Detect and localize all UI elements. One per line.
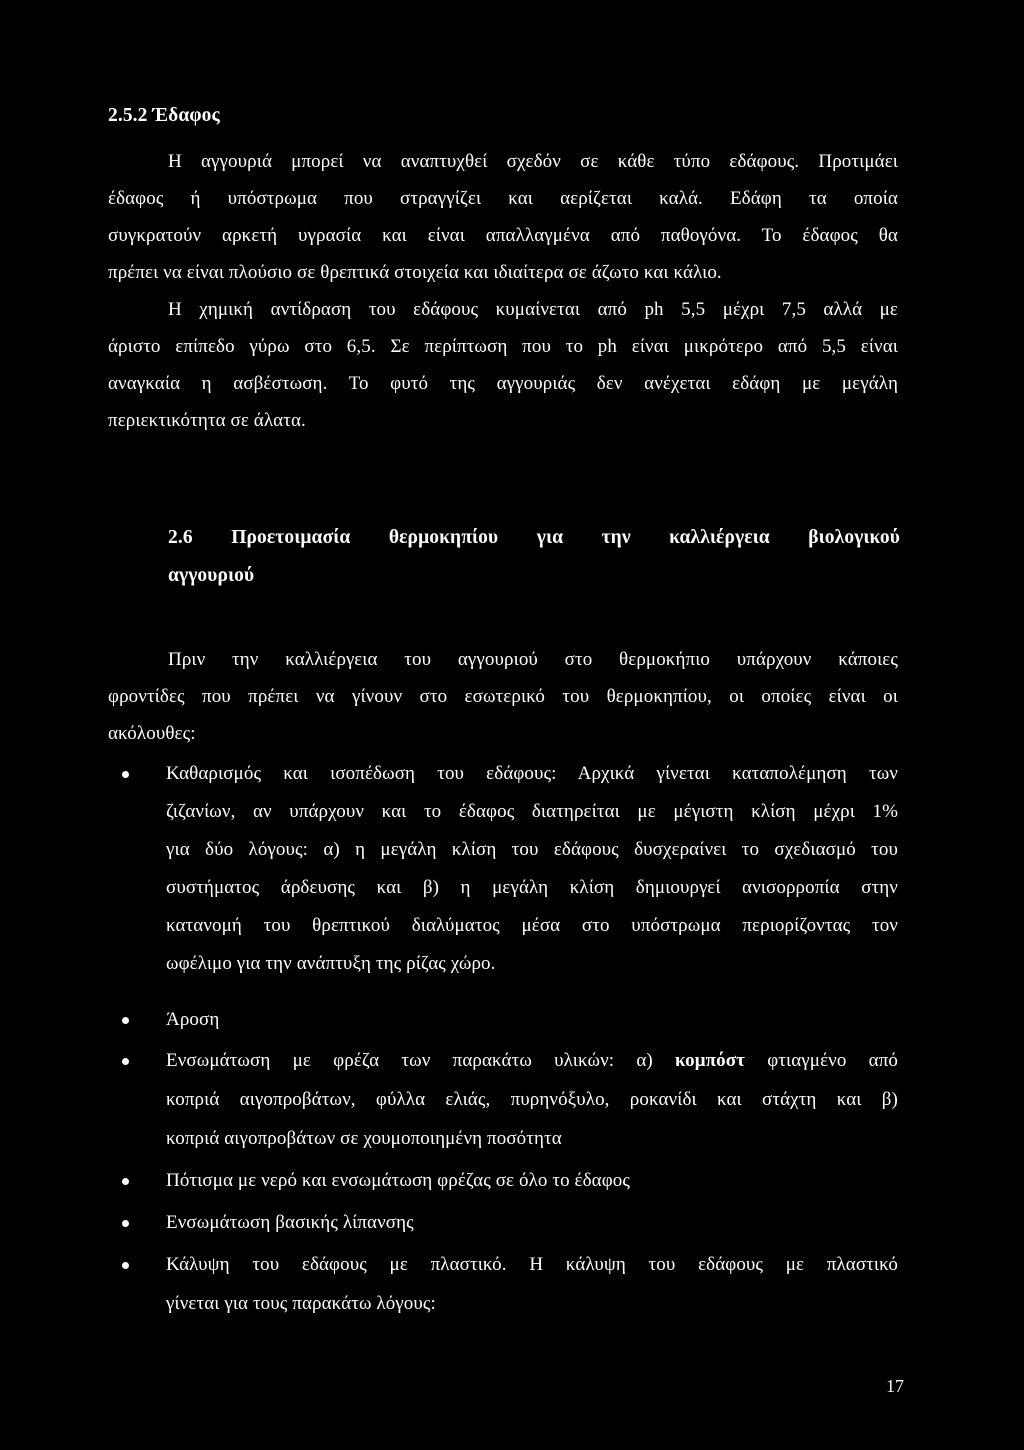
bullet-icon (122, 1220, 129, 1227)
bullet-icon (122, 771, 129, 778)
list-item (166, 1049, 898, 1073)
paragraph-line: Πριν την καλλιέργεια του αγγουριού στο θερμοκήπιο υπάρχουν κάποιες (168, 649, 898, 670)
section-heading-soil: 2.5.2 Έδαφος (108, 105, 220, 126)
list-item-line: κατανομή του θρεπτικού διαλύματος μέσα στο υπόστρωμα περιορίζοντας τον (166, 915, 898, 936)
paragraph-line: έδαφος ή υπόστρωμα που στραγγίζει και αερίζεται καλά. Εδάφη τα οποία (108, 188, 898, 209)
bullet-icon (122, 1058, 129, 1065)
paragraph-line: ακόλουθες: (108, 723, 196, 744)
list-item-line: ωφέλιμο για την ανάπτυξη της ρίζας χώρο. (166, 953, 496, 974)
list-item-text: Ενσωμάτωση με φρέζα των παρακάτω υλικών: α) (166, 1050, 676, 1071)
paragraph-line: Η χημική αντίδραση του εδάφους κυμαίνεται από ph 5,5 μέχρι 7,5 αλλά με (168, 299, 898, 320)
list-item-line: για δύο λόγους: α) η μεγάλη κλίση του εδάφους δυσχεραίνει το σχεδιασμό του (166, 839, 898, 860)
list-item: Κάλυψη του εδάφους με πλαστικό. Η κάλυψη του εδάφους με πλαστικό (166, 1254, 898, 1275)
paragraph-line: συγκρατούν αρκετή υγρασία και είναι απαλλαγμένα από παθογόνα. Το έδαφος θα (108, 225, 898, 246)
list-item-line: κοπριά αιγοπροβάτων, φύλλα ελιάς, πυρηνόξυλο, ροκανίδι και στάχτη και β) (166, 1089, 898, 1110)
paragraph-line: περιεκτικότητα σε άλατα. (108, 410, 306, 431)
section-heading-greenhouse-cont: αγγουριού (168, 565, 255, 586)
list-item: Ενσωμάτωση βασικής λίπανσης (166, 1212, 414, 1233)
paragraph-line: αναγκαία η ασβέστωση. Το φυτό της αγγουριάς δεν ανέχεται εδάφη με μεγάλη (108, 373, 898, 394)
bullet-icon (122, 1262, 129, 1269)
list-item-line: συστήματος άρδευσης και β) η μεγάλη κλίση δημιουργεί ανισορροπία στην (166, 877, 898, 898)
list-item: Άροση (166, 1009, 220, 1030)
paragraph-line: πρέπει να είναι πλούσιο σε θρεπτικά στοιχεία και ιδιαίτερα σε άζωτο και κάλιο. (108, 262, 722, 283)
bullet-icon (122, 1178, 129, 1185)
bullet-icon (122, 1017, 129, 1024)
list-item-line: ζιζανίων, αν υπάρχουν και το έδαφος διατηρείται με μέγιστη κλίση μέχρι 1% (166, 801, 898, 822)
list-item-line: γίνεται για τους παρακάτω λόγους: (166, 1293, 436, 1314)
compost-term: κομπόστ (675, 1050, 746, 1071)
page-number: 17 (886, 1376, 904, 1396)
list-item: Καθαρισμός και ισοπέδωση του εδάφους: Αρχικά γίνεται καταπολέμηση των (166, 763, 898, 784)
list-item-text: φτιαγμένο από (745, 1050, 898, 1071)
list-item: Πότισμα με νερό και ενσωμάτωση φρέζας σε όλο το έδαφος (166, 1170, 630, 1191)
paragraph-line: Η αγγουριά μπορεί να αναπτυχθεί σχεδόν σε κάθε τύπο εδάφους. Προτιμάει (168, 151, 898, 172)
paragraph-line: άριστο επίπεδο γύρω στο 6,5. Σε περίπτωση που το ph είναι μικρότερο από 5,5 είναι (108, 336, 898, 357)
list-item-line: κοπριά αιγοπροβάτων σε χουμοποιημένη ποσότητα (166, 1128, 562, 1149)
section-heading-greenhouse: 2.6 Προετοιμασία θερμοκηπίου για την καλλιέργεια βιολογικού (168, 527, 900, 548)
paragraph-line: φροντίδες που πρέπει να γίνουν στο εσωτερικό του θερμοκηπίου, οι οποίες είναι οι (108, 686, 898, 707)
